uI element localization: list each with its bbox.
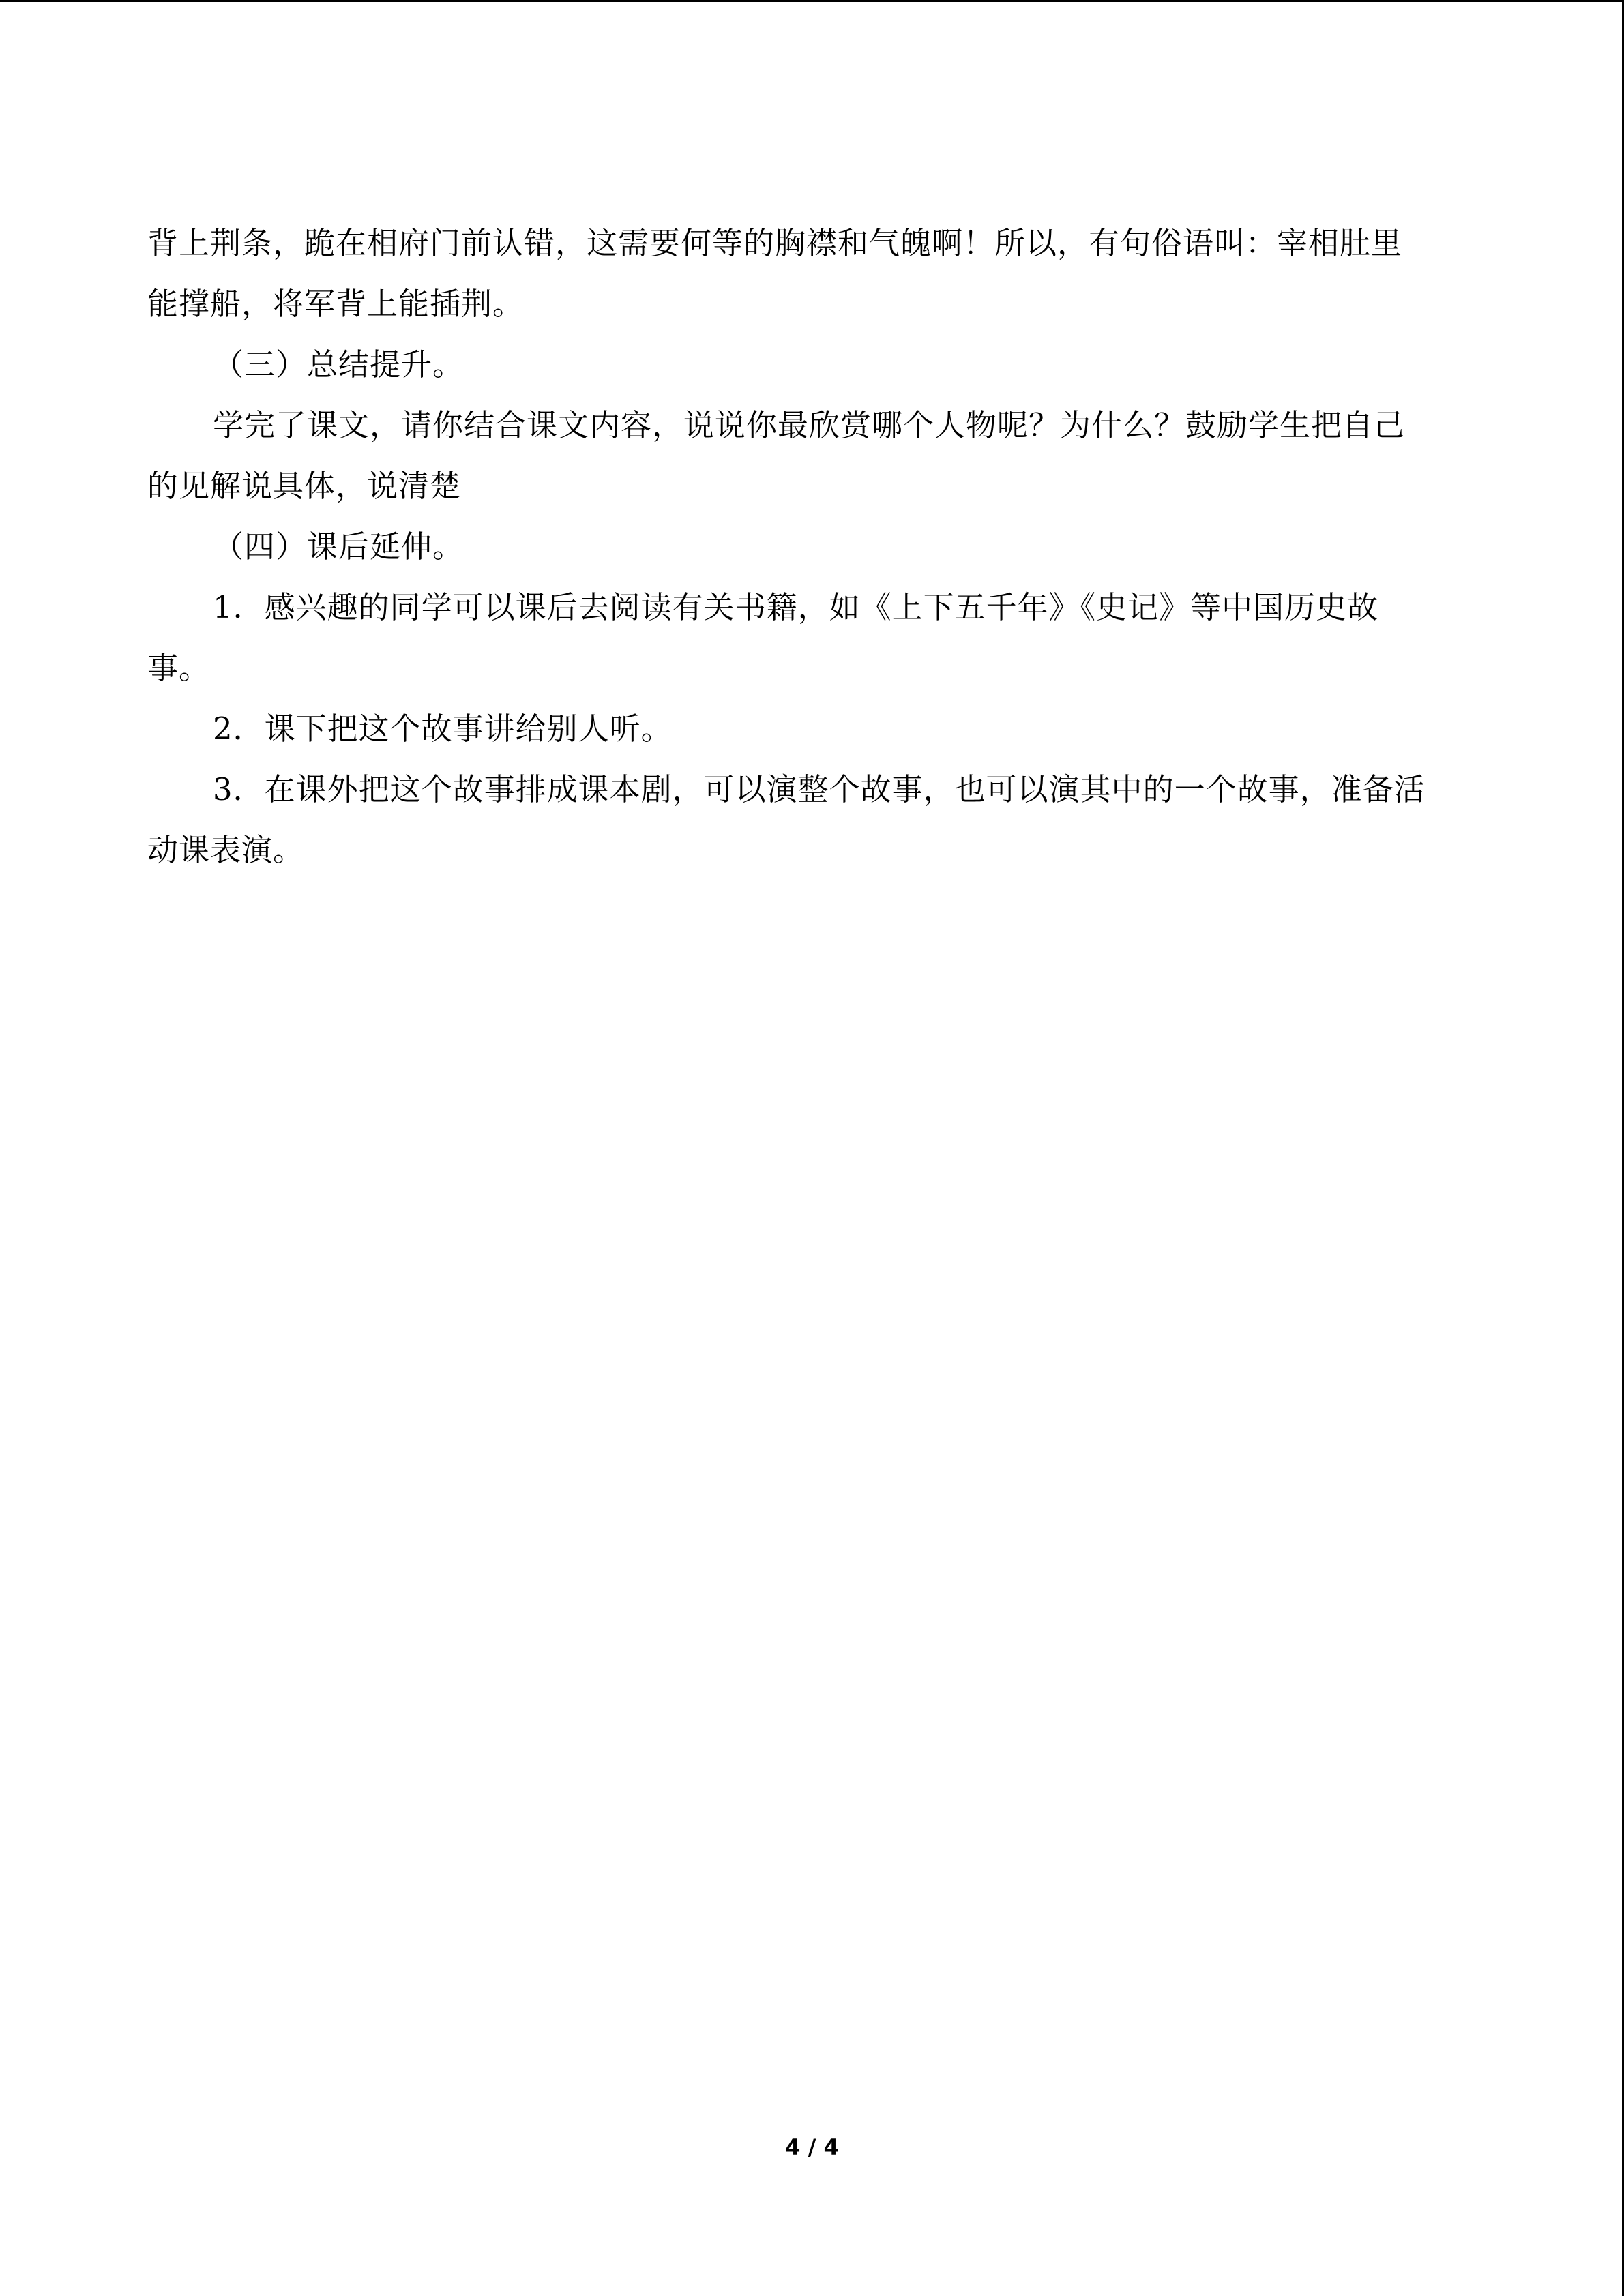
paragraph-line: 学完了课文，请你结合课文内容，说说你最欣赏哪个人物呢？为什么？鼓励学生把自己 [213, 407, 1406, 443]
paragraph-line: 能撑船，将军背上能插荆。 [147, 286, 525, 322]
list-item-3: 3．在课外把这个故事排成课本剧，可以演整个故事，也可以演其中的一个故事，准备活 [213, 771, 1426, 807]
page-number: 4 / 4 [785, 2134, 839, 2160]
list-item-3-continuation: 动课表演。 [147, 832, 305, 868]
document-body [147, 213, 1477, 880]
section-heading-extension: （四）课后延伸。 [213, 528, 464, 565]
list-item-1-continuation: 事。 [147, 650, 211, 686]
paragraph-line: 背上荆条，跪在相府门前认错，这需要何等的胸襟和气魄啊！所以，有句俗语叫：宰相肚里 [147, 225, 1403, 261]
section-heading-summary: （三）总结提升。 [213, 346, 464, 383]
page-top-border [0, 0, 1624, 2]
list-item-2: 2．课下把这个故事讲给别人听。 [213, 711, 673, 747]
paragraph-line: 的见解说具体，说清楚 [147, 468, 462, 504]
list-item-1: 1．感兴趣的同学可以课后去阅读有关书籍，如《上下五千年》《史记》等中国历史故 [213, 589, 1379, 625]
